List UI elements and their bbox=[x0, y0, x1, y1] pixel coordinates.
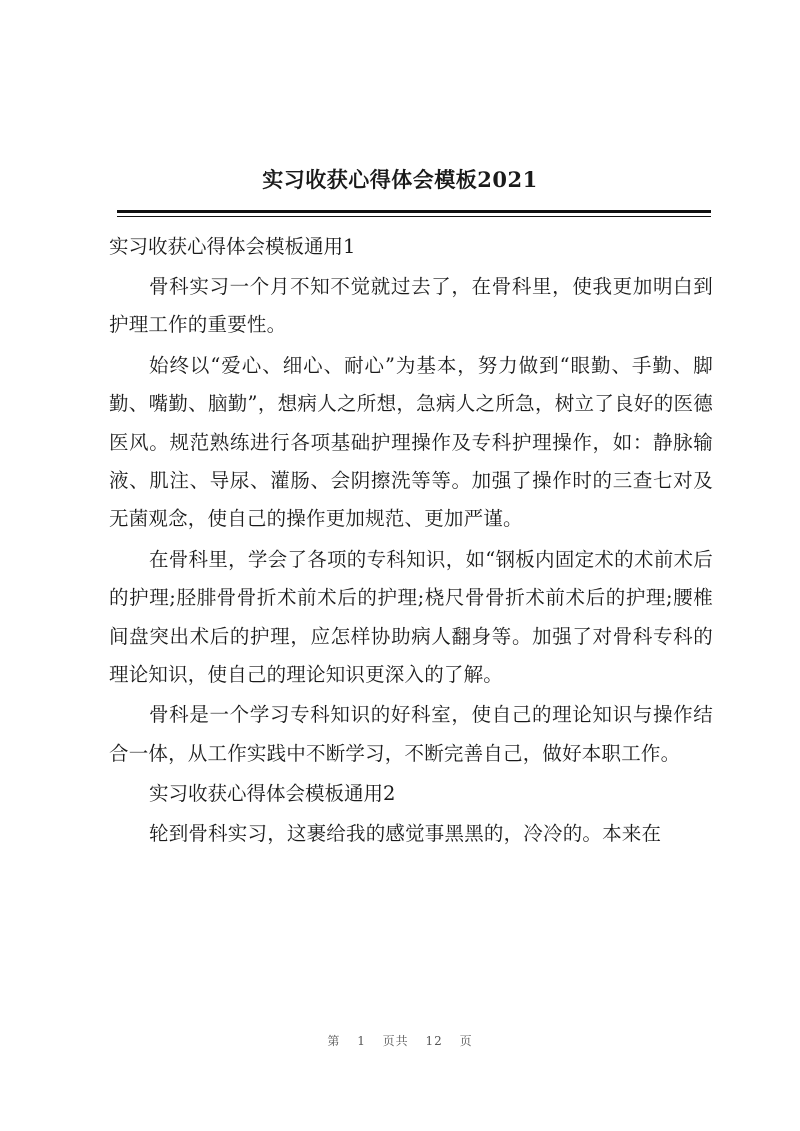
footer-middle: 页共 bbox=[382, 1034, 409, 1048]
page-footer bbox=[0, 1032, 800, 1049]
paragraph: 骨科是一个学习专科知识的好科室，使自己的理论知识与操作结合一体，从工作实践中不断学习，不断完善自己，做好本职工作。 bbox=[109, 703, 713, 765]
footer-suffix: 页 bbox=[459, 1034, 473, 1048]
section-heading-1: 实习收获心得体会模板通用1 bbox=[109, 235, 356, 258]
page-title: 实习收获心得体会模板2021 bbox=[262, 167, 538, 192]
title-divider-thin bbox=[117, 216, 711, 217]
section-heading-2: 实习收获心得体会模板通用2 bbox=[149, 782, 396, 806]
footer-total-pages: 12 bbox=[425, 1034, 443, 1048]
paragraph: 骨科实习一个月不知不觉就过去了，在骨科里，使我更加明白到护理工作的重要性。 bbox=[109, 275, 713, 337]
paragraph: 在骨科里，学会了各项的专科知识，如“钢板内固定术的术前术后的护理;胫腓骨骨折术前术后的护理;桡尺骨骨折术前术后的护理;腰椎间盘突出术后的护理，应怎样协助病人翻身等。加强了对骨科专科的理论知识，使自己的理论知识更深入的了解。 bbox=[109, 547, 713, 687]
footer-prefix: 第 bbox=[327, 1034, 341, 1048]
paragraph: 始终以“爱心、细心、耐心”为基本，努力做到“眼勤、手勤、脚勤、嘴勤、脑勤”，想病人之所想，急病人之所急，树立了良好的医德医风。规范熟练进行各项基础护理操作及专科护理操作，如：静脉输液、肌注、导尿、灌肠、会阴擦洗等等。加强了操作时的三查七对及无菌观念，使自己的操作更加规范、更加严谨。 bbox=[109, 353, 713, 531]
document-body bbox=[109, 228, 713, 856]
paragraph: 轮到骨科实习，这裹给我的感觉事黑黑的，冷冷的。本来在 bbox=[149, 822, 662, 846]
title-divider-thick bbox=[117, 210, 711, 213]
footer-page-number: 1 bbox=[357, 1034, 366, 1048]
